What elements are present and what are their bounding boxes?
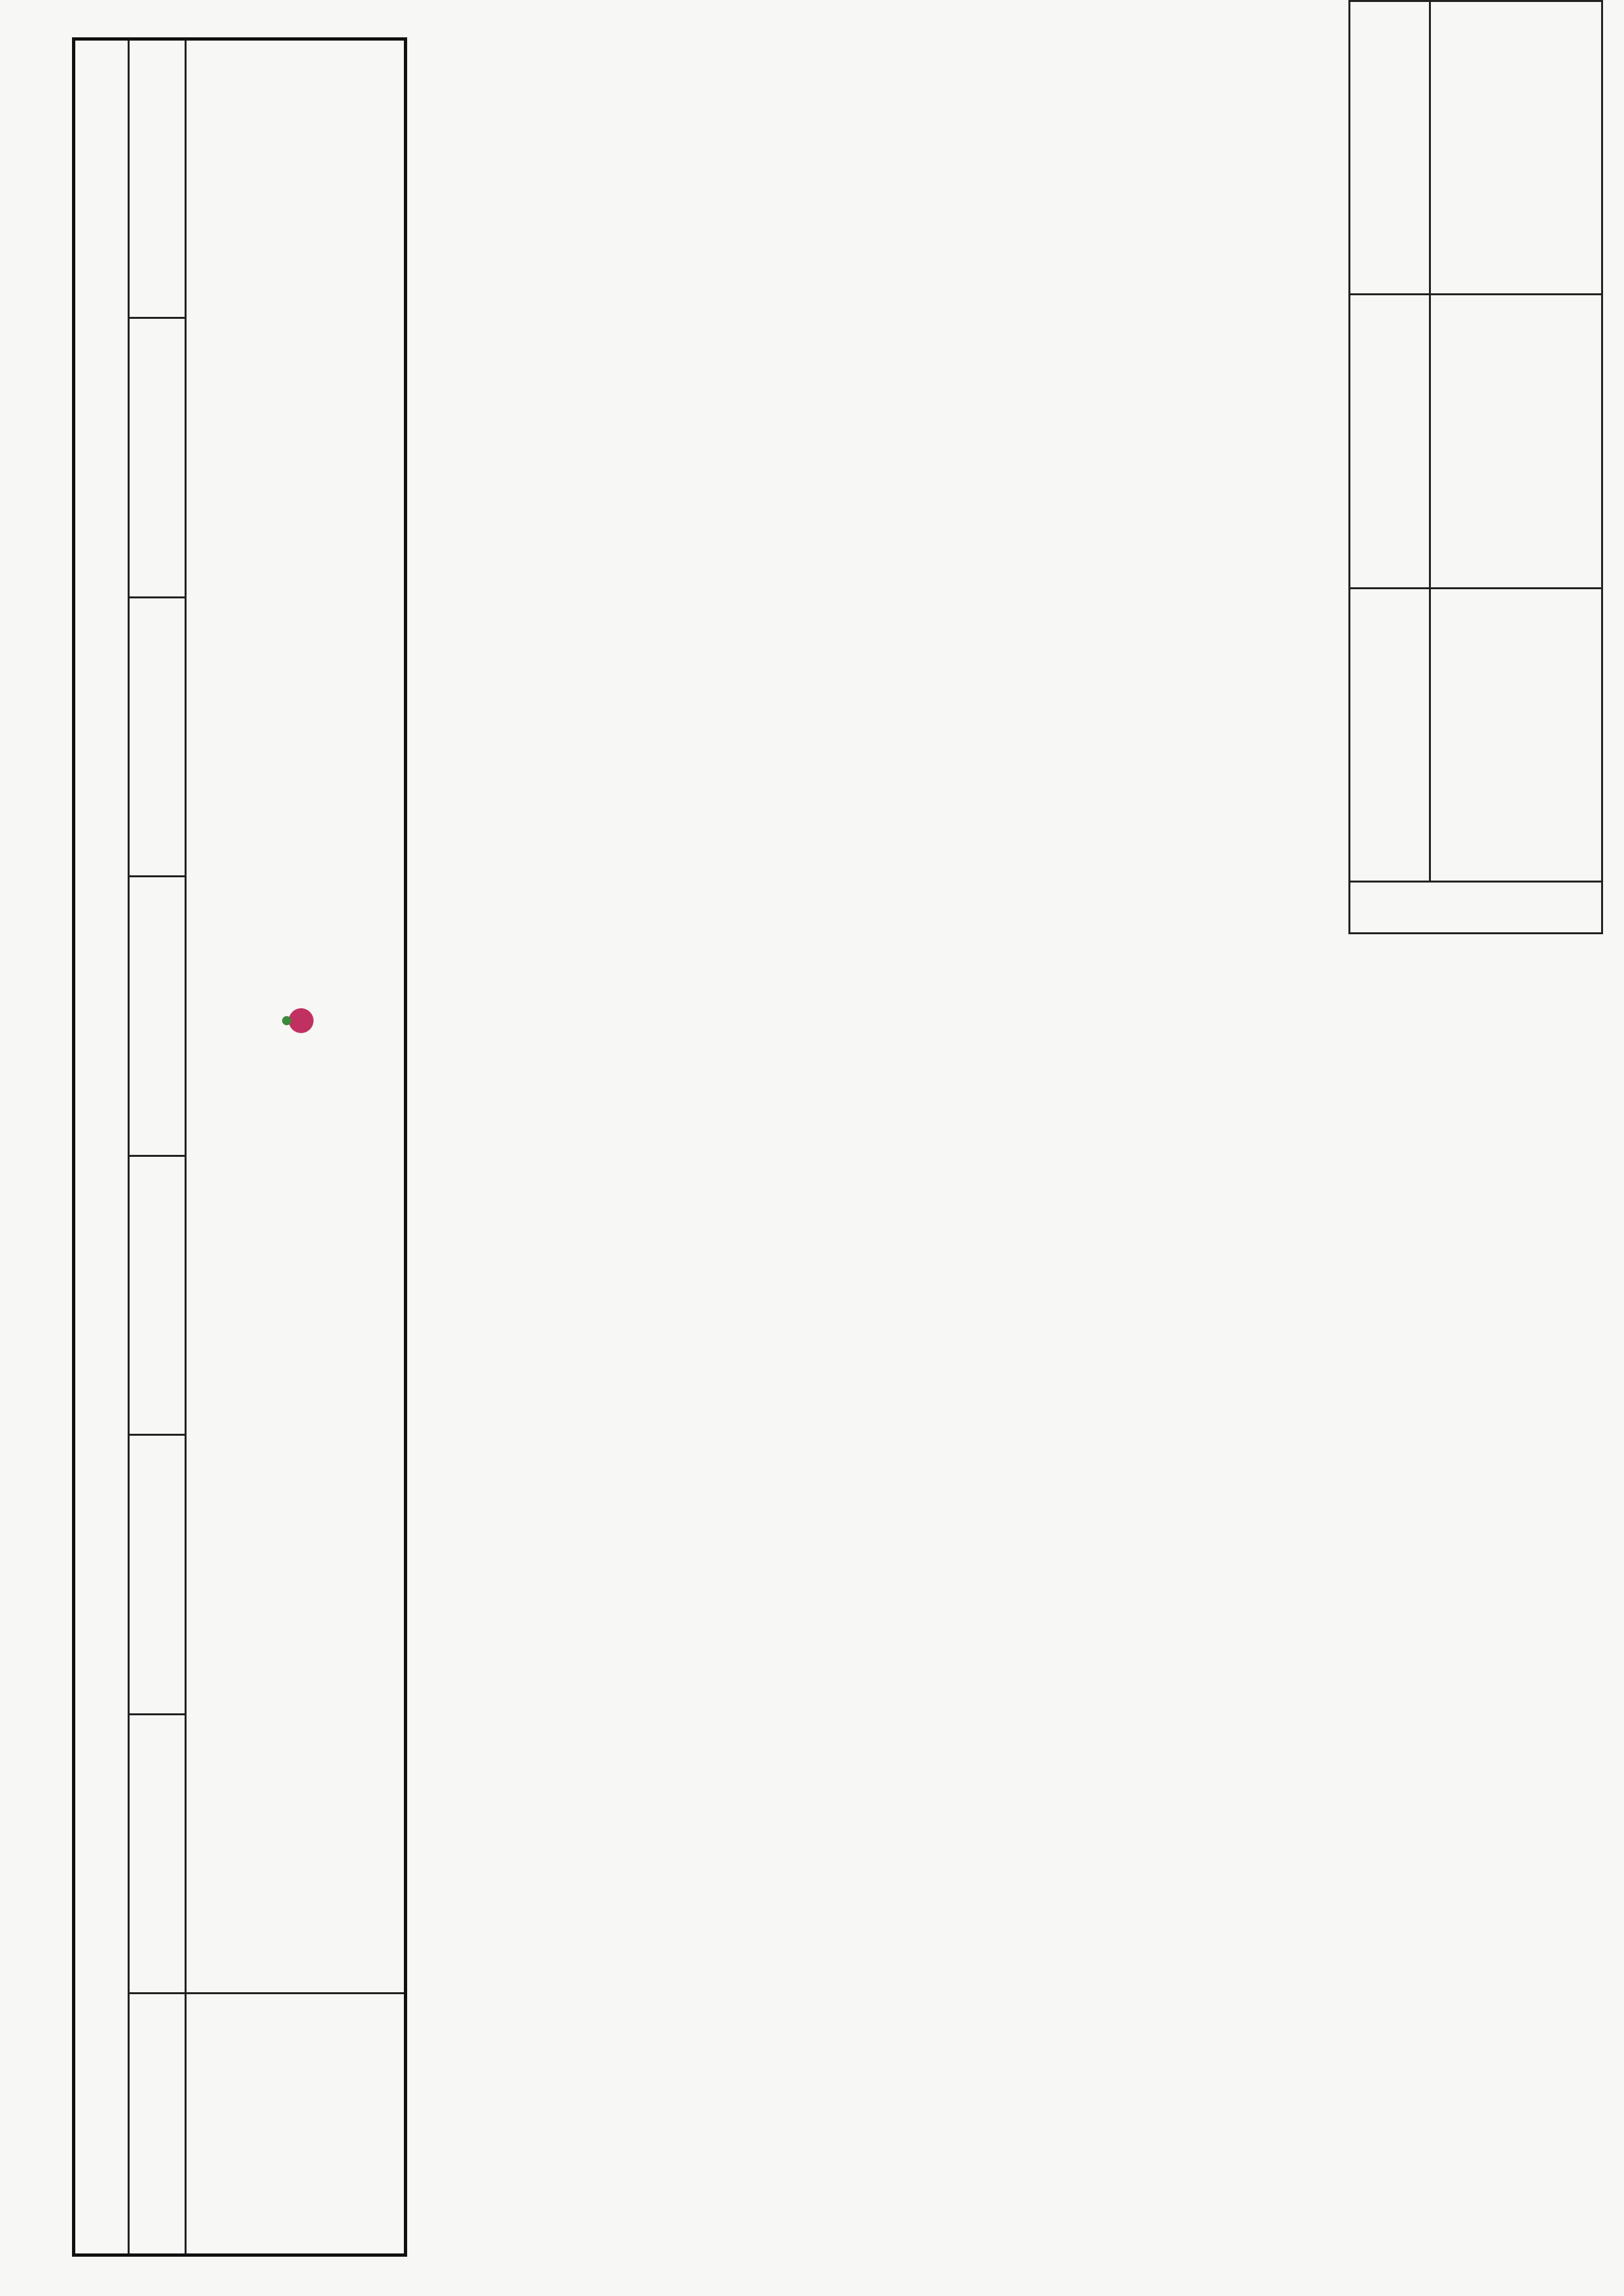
approval-header-dietitian: [1350, 588, 1430, 881]
day-header: [129, 1156, 186, 1434]
center-logo: [274, 60, 325, 1973]
approval-header-manager: [1350, 295, 1430, 588]
origin-label: [186, 1994, 406, 2255]
day-header: [129, 1714, 186, 1993]
signature-dietitian: [1430, 588, 1602, 881]
day-header: [129, 877, 186, 1156]
origin-notes: [186, 39, 406, 1994]
day-header: [129, 597, 186, 876]
header-label: [129, 1994, 186, 2255]
signature-manager: [1430, 295, 1602, 588]
day-header: [129, 318, 186, 597]
approval-header-director: [1350, 1, 1430, 295]
day-header: [129, 39, 186, 318]
period-line: [74, 39, 129, 2255]
flower-logo-icon: [289, 1009, 314, 1034]
menu-table: [72, 37, 407, 2257]
approval-box: [1348, 0, 1603, 934]
approval-label: [1350, 882, 1602, 934]
signature-director: [1430, 1, 1602, 295]
day-header: [129, 1435, 186, 1714]
